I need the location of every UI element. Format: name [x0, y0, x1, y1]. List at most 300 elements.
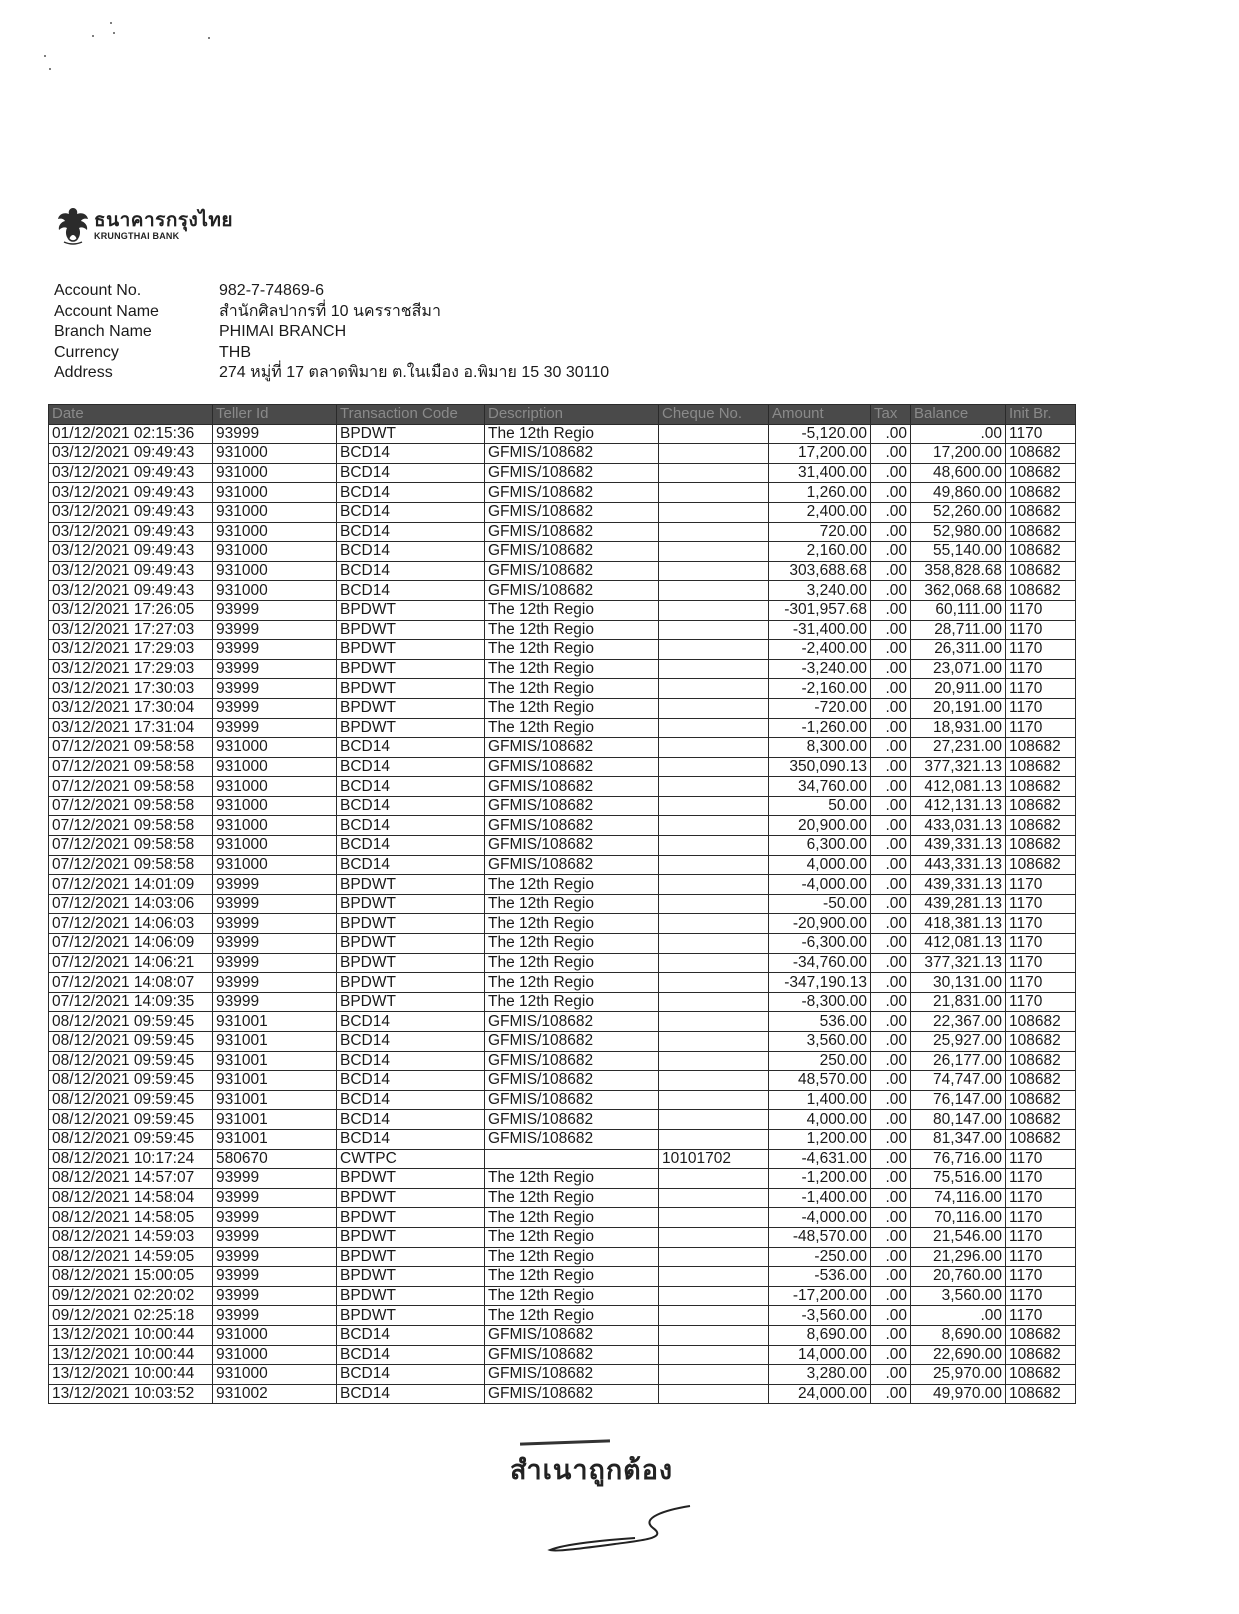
cell-description: GFMIS/108682: [485, 1110, 659, 1130]
cell-date: 08/12/2021 09:59:45: [49, 1012, 213, 1032]
cell-balance: 21,546.00: [911, 1227, 1006, 1247]
cell-date: 07/12/2021 14:01:09: [49, 875, 213, 895]
header-description: Description: [485, 405, 659, 425]
cell-tax: .00: [871, 1365, 911, 1385]
cell-init-br: 108682: [1006, 483, 1076, 503]
cell-teller-id: 93999: [213, 973, 337, 993]
cell-teller-id: 931001: [213, 1012, 337, 1032]
table-row: [49, 777, 1076, 797]
cell-description: The 12th Regio: [485, 934, 659, 954]
table-row: [49, 1188, 1076, 1208]
cell-transaction-code: BCD14: [337, 1110, 485, 1130]
cell-init-br: 108682: [1006, 502, 1076, 522]
cell-date: 07/12/2021 09:58:58: [49, 836, 213, 856]
cell-description: The 12th Regio: [485, 953, 659, 973]
cell-teller-id: 93999: [213, 1247, 337, 1267]
table-row: [49, 836, 1076, 856]
cell-init-br: 1170: [1006, 600, 1076, 620]
table-row: [49, 934, 1076, 954]
cell-date: 08/12/2021 14:58:05: [49, 1208, 213, 1228]
cell-tax: .00: [871, 542, 911, 562]
cell-description: GFMIS/108682: [485, 1365, 659, 1385]
cell-balance: 49,860.00: [911, 483, 1006, 503]
cell-transaction-code: BCD14: [337, 1325, 485, 1345]
table-row: [49, 914, 1076, 934]
cell-transaction-code: BCD14: [337, 738, 485, 758]
cell-amount: -4,631.00: [769, 1149, 871, 1169]
cell-description: GFMIS/108682: [485, 561, 659, 581]
cell-balance: 362,068.68: [911, 581, 1006, 601]
table-row: [49, 1247, 1076, 1267]
certified-copy-stamp: สำเนาถูกต้อง: [510, 1455, 674, 1486]
cell-teller-id: 93999: [213, 600, 337, 620]
cell-teller-id: 93999: [213, 953, 337, 973]
cell-amount: 3,280.00: [769, 1365, 871, 1385]
cell-date: 01/12/2021 02:15:36: [49, 424, 213, 444]
cell-teller-id: 93999: [213, 640, 337, 660]
cell-tax: .00: [871, 444, 911, 464]
cell-tax: .00: [871, 836, 911, 856]
cell-transaction-code: BCD14: [337, 1384, 485, 1404]
cell-description: The 12th Regio: [485, 1267, 659, 1287]
cell-transaction-code: BCD14: [337, 796, 485, 816]
cell-balance: 22,367.00: [911, 1012, 1006, 1032]
cell-amount: -20,900.00: [769, 914, 871, 934]
cell-tax: .00: [871, 522, 911, 542]
cell-date: 08/12/2021 14:58:04: [49, 1188, 213, 1208]
cell-date: 03/12/2021 09:49:43: [49, 463, 213, 483]
cell-cheque-no: [659, 1051, 769, 1071]
cell-cheque-no: 10101702: [659, 1149, 769, 1169]
cell-balance: 60,111.00: [911, 600, 1006, 620]
cell-description: GFMIS/108682: [485, 522, 659, 542]
cell-description: The 12th Regio: [485, 1227, 659, 1247]
cell-tax: .00: [871, 659, 911, 679]
cell-balance: 23,071.00: [911, 659, 1006, 679]
cell-transaction-code: BPDWT: [337, 424, 485, 444]
cell-description: The 12th Regio: [485, 1188, 659, 1208]
table-row: [49, 483, 1076, 503]
cell-date: 08/12/2021 09:59:45: [49, 1110, 213, 1130]
account-name-label: Account Name: [54, 302, 159, 320]
cell-teller-id: 931000: [213, 777, 337, 797]
cell-teller-id: 931000: [213, 542, 337, 562]
cell-balance: 17,200.00: [911, 444, 1006, 464]
table-row: [49, 1090, 1076, 1110]
cell-cheque-no: [659, 620, 769, 640]
cell-cheque-no: [659, 463, 769, 483]
cell-amount: 17,200.00: [769, 444, 871, 464]
cell-init-br: 108682: [1006, 836, 1076, 856]
cell-init-br: 1170: [1006, 620, 1076, 640]
cell-description: The 12th Regio: [485, 875, 659, 895]
cell-description: GFMIS/108682: [485, 1012, 659, 1032]
account-name-row: [54, 302, 609, 323]
cell-init-br: 1170: [1006, 1208, 1076, 1228]
cell-transaction-code: BPDWT: [337, 1286, 485, 1306]
cell-init-br: 108682: [1006, 581, 1076, 601]
cell-cheque-no: [659, 1345, 769, 1365]
cell-transaction-code: BPDWT: [337, 894, 485, 914]
cell-tax: .00: [871, 1267, 911, 1287]
cell-init-br: 1170: [1006, 953, 1076, 973]
cell-tax: .00: [871, 1012, 911, 1032]
cell-teller-id: 93999: [213, 1306, 337, 1326]
cell-cheque-no: [659, 1306, 769, 1326]
cell-description: The 12th Regio: [485, 1306, 659, 1326]
cell-amount: -1,400.00: [769, 1188, 871, 1208]
cell-cheque-no: [659, 953, 769, 973]
cell-tax: .00: [871, 1345, 911, 1365]
cell-tax: .00: [871, 1208, 911, 1228]
cell-cheque-no: [659, 718, 769, 738]
cell-init-br: 1170: [1006, 698, 1076, 718]
cell-init-br: 108682: [1006, 522, 1076, 542]
cell-date: 08/12/2021 09:59:45: [49, 1071, 213, 1091]
cell-amount: -720.00: [769, 698, 871, 718]
cell-description: The 12th Regio: [485, 914, 659, 934]
cell-tax: .00: [871, 1325, 911, 1345]
cell-date: 07/12/2021 14:03:06: [49, 894, 213, 914]
cell-description: GFMIS/108682: [485, 796, 659, 816]
cell-init-br: 1170: [1006, 1306, 1076, 1326]
cell-cheque-no: [659, 738, 769, 758]
cell-date: 08/12/2021 09:59:45: [49, 1051, 213, 1071]
cell-cheque-no: [659, 1071, 769, 1091]
cell-description: GFMIS/108682: [485, 542, 659, 562]
cell-date: 13/12/2021 10:00:44: [49, 1345, 213, 1365]
cell-amount: 6,300.00: [769, 836, 871, 856]
cell-init-br: 108682: [1006, 1325, 1076, 1345]
table-row: [49, 1286, 1076, 1306]
table-row: [49, 875, 1076, 895]
cell-description: The 12th Regio: [485, 698, 659, 718]
branch-name-label: Branch Name: [54, 323, 152, 341]
table-row: [49, 1208, 1076, 1228]
cell-amount: -250.00: [769, 1247, 871, 1267]
cell-date: 03/12/2021 09:49:43: [49, 522, 213, 542]
cell-date: 03/12/2021 17:30:04: [49, 698, 213, 718]
cell-description: GFMIS/108682: [485, 1129, 659, 1149]
cell-init-br: 108682: [1006, 855, 1076, 875]
cell-cheque-no: [659, 640, 769, 660]
cell-init-br: 108682: [1006, 444, 1076, 464]
cell-tax: .00: [871, 1071, 911, 1091]
cell-init-br: 108682: [1006, 1345, 1076, 1365]
cell-balance: 27,231.00: [911, 738, 1006, 758]
cell-tax: .00: [871, 816, 911, 836]
table-row: [49, 659, 1076, 679]
cell-teller-id: 93999: [213, 679, 337, 699]
currency-label: Currency: [54, 343, 119, 361]
cell-amount: 50.00: [769, 796, 871, 816]
cell-teller-id: 93999: [213, 424, 337, 444]
cell-tax: .00: [871, 855, 911, 875]
cell-description: GFMIS/108682: [485, 836, 659, 856]
cell-amount: -4,000.00: [769, 875, 871, 895]
cell-amount: -34,760.00: [769, 953, 871, 973]
cell-cheque-no: [659, 600, 769, 620]
cell-date: 03/12/2021 09:49:43: [49, 483, 213, 503]
cell-cheque-no: [659, 659, 769, 679]
cell-init-br: 108682: [1006, 1090, 1076, 1110]
cell-date: 09/12/2021 02:20:02: [49, 1286, 213, 1306]
address-label: Address: [54, 364, 113, 382]
cell-date: 03/12/2021 17:29:03: [49, 659, 213, 679]
table-row: [49, 600, 1076, 620]
cell-amount: -2,160.00: [769, 679, 871, 699]
cell-description: GFMIS/108682: [485, 855, 659, 875]
cell-balance: 20,191.00: [911, 698, 1006, 718]
cell-amount: 31,400.00: [769, 463, 871, 483]
cell-transaction-code: BPDWT: [337, 934, 485, 954]
cell-teller-id: 931000: [213, 738, 337, 758]
cell-date: 13/12/2021 10:00:44: [49, 1325, 213, 1345]
cell-teller-id: 931001: [213, 1090, 337, 1110]
cell-init-br: 1170: [1006, 1247, 1076, 1267]
cell-transaction-code: BCD14: [337, 542, 485, 562]
cell-description: GFMIS/108682: [485, 1051, 659, 1071]
cell-description: [485, 1149, 659, 1169]
table-row: [49, 1267, 1076, 1287]
cell-tax: .00: [871, 561, 911, 581]
cell-cheque-no: [659, 698, 769, 718]
cell-teller-id: 93999: [213, 1267, 337, 1287]
cell-teller-id: 93999: [213, 875, 337, 895]
cell-balance: 22,690.00: [911, 1345, 1006, 1365]
cell-teller-id: 93999: [213, 718, 337, 738]
cell-teller-id: 931002: [213, 1384, 337, 1404]
cell-amount: 3,560.00: [769, 1032, 871, 1052]
cell-balance: 74,747.00: [911, 1071, 1006, 1091]
cell-description: The 12th Regio: [485, 620, 659, 640]
cell-amount: 8,300.00: [769, 738, 871, 758]
cell-description: The 12th Regio: [485, 1247, 659, 1267]
cell-tax: .00: [871, 679, 911, 699]
cell-cheque-no: [659, 1325, 769, 1345]
cell-description: The 12th Regio: [485, 992, 659, 1012]
cell-amount: -31,400.00: [769, 620, 871, 640]
table-row: [49, 542, 1076, 562]
table-header-row: [49, 405, 1076, 425]
cell-init-br: 108682: [1006, 542, 1076, 562]
cell-balance: 412,131.13: [911, 796, 1006, 816]
cell-transaction-code: BCD14: [337, 777, 485, 797]
cell-date: 03/12/2021 17:31:04: [49, 718, 213, 738]
cell-tax: .00: [871, 620, 911, 640]
cell-init-br: 1170: [1006, 679, 1076, 699]
cell-description: GFMIS/108682: [485, 738, 659, 758]
cell-description: The 12th Regio: [485, 718, 659, 738]
cell-amount: -1,260.00: [769, 718, 871, 738]
cell-init-br: 108682: [1006, 1071, 1076, 1091]
cell-transaction-code: BPDWT: [337, 973, 485, 993]
cell-balance: 52,260.00: [911, 502, 1006, 522]
cell-cheque-no: [659, 1365, 769, 1385]
cell-tax: .00: [871, 777, 911, 797]
cell-tax: .00: [871, 1286, 911, 1306]
cell-date: 08/12/2021 14:57:07: [49, 1169, 213, 1189]
cell-init-br: 108682: [1006, 1365, 1076, 1385]
cell-description: GFMIS/108682: [485, 1090, 659, 1110]
cell-description: The 12th Regio: [485, 679, 659, 699]
cell-balance: 30,131.00: [911, 973, 1006, 993]
cell-transaction-code: BPDWT: [337, 659, 485, 679]
cell-balance: 443,331.13: [911, 855, 1006, 875]
cell-transaction-code: BCD14: [337, 855, 485, 875]
cell-balance: 49,970.00: [911, 1384, 1006, 1404]
cell-cheque-no: [659, 1227, 769, 1247]
cell-transaction-code: BCD14: [337, 1129, 485, 1149]
cell-amount: 24,000.00: [769, 1384, 871, 1404]
cell-balance: 76,147.00: [911, 1090, 1006, 1110]
table-row: [49, 1051, 1076, 1071]
cell-teller-id: 931000: [213, 1345, 337, 1365]
cell-teller-id: 93999: [213, 1169, 337, 1189]
cell-transaction-code: BCD14: [337, 463, 485, 483]
cell-balance: 377,321.13: [911, 757, 1006, 777]
table-row: [49, 855, 1076, 875]
cell-date: 07/12/2021 09:58:58: [49, 855, 213, 875]
cell-description: The 12th Regio: [485, 1286, 659, 1306]
cell-tax: .00: [871, 502, 911, 522]
cell-teller-id: 931000: [213, 816, 337, 836]
cell-description: GFMIS/108682: [485, 1384, 659, 1404]
cell-teller-id: 931000: [213, 483, 337, 503]
cell-amount: -3,240.00: [769, 659, 871, 679]
cell-date: 03/12/2021 09:49:43: [49, 581, 213, 601]
cell-tax: .00: [871, 1051, 911, 1071]
cell-transaction-code: BPDWT: [337, 679, 485, 699]
cell-balance: 70,116.00: [911, 1208, 1006, 1228]
cell-amount: -347,190.13: [769, 973, 871, 993]
cell-teller-id: 93999: [213, 914, 337, 934]
cell-date: 08/12/2021 14:59:03: [49, 1227, 213, 1247]
cell-description: GFMIS/108682: [485, 1032, 659, 1052]
cell-init-br: 108682: [1006, 463, 1076, 483]
cell-description: GFMIS/108682: [485, 1325, 659, 1345]
cell-tax: .00: [871, 483, 911, 503]
cell-tax: .00: [871, 640, 911, 660]
account-name-value: สำนักศิลปากรที่ 10 นครราชสีมา: [219, 302, 441, 320]
cell-date: 07/12/2021 14:06:09: [49, 934, 213, 954]
cell-cheque-no: [659, 542, 769, 562]
cell-tax: .00: [871, 875, 911, 895]
cell-amount: 34,760.00: [769, 777, 871, 797]
cell-teller-id: 931000: [213, 561, 337, 581]
cell-tax: .00: [871, 1090, 911, 1110]
cell-init-br: 1170: [1006, 992, 1076, 1012]
table-row: [49, 620, 1076, 640]
cell-init-br: 1170: [1006, 1149, 1076, 1169]
cell-date: 03/12/2021 09:49:43: [49, 502, 213, 522]
cell-amount: -1,200.00: [769, 1169, 871, 1189]
table-row: [49, 1345, 1076, 1365]
cell-init-br: 1170: [1006, 973, 1076, 993]
cell-cheque-no: [659, 444, 769, 464]
cell-date: 07/12/2021 14:06:03: [49, 914, 213, 934]
cell-date: 07/12/2021 14:09:35: [49, 992, 213, 1012]
cell-transaction-code: BPDWT: [337, 992, 485, 1012]
cell-teller-id: 93999: [213, 1188, 337, 1208]
cell-amount: -2,400.00: [769, 640, 871, 660]
cell-tax: .00: [871, 1110, 911, 1130]
table-row: [49, 1365, 1076, 1385]
transactions-table: [48, 404, 1076, 1404]
cell-balance: 21,296.00: [911, 1247, 1006, 1267]
cell-init-br: 108682: [1006, 738, 1076, 758]
cell-tax: .00: [871, 581, 911, 601]
cell-teller-id: 931000: [213, 522, 337, 542]
table-row: [49, 1032, 1076, 1052]
cell-cheque-no: [659, 1188, 769, 1208]
cell-cheque-no: [659, 875, 769, 895]
cell-transaction-code: BCD14: [337, 757, 485, 777]
cell-balance: 3,560.00: [911, 1286, 1006, 1306]
table-row: [49, 816, 1076, 836]
table-row: [49, 1306, 1076, 1326]
cell-transaction-code: BPDWT: [337, 1208, 485, 1228]
cell-date: 09/12/2021 02:25:18: [49, 1306, 213, 1326]
cell-amount: 14,000.00: [769, 1345, 871, 1365]
header-tax: Tax: [871, 405, 911, 425]
cell-init-br: 108682: [1006, 1051, 1076, 1071]
cell-description: GFMIS/108682: [485, 816, 659, 836]
cell-amount: -48,570.00: [769, 1227, 871, 1247]
cell-init-br: 108682: [1006, 816, 1076, 836]
cell-teller-id: 93999: [213, 698, 337, 718]
header-date: Date: [49, 405, 213, 425]
cell-amount: 48,570.00: [769, 1071, 871, 1091]
cell-balance: 80,147.00: [911, 1110, 1006, 1130]
cell-amount: 4,000.00: [769, 855, 871, 875]
cell-tax: .00: [871, 1149, 911, 1169]
table-row: [49, 718, 1076, 738]
cell-balance: 76,716.00: [911, 1149, 1006, 1169]
cell-description: GFMIS/108682: [485, 463, 659, 483]
cell-transaction-code: BCD14: [337, 1012, 485, 1032]
cell-teller-id: 580670: [213, 1149, 337, 1169]
bank-name-th: ธนาคารกรุงไทย: [94, 210, 234, 231]
cell-tax: .00: [871, 738, 911, 758]
cell-balance: 20,760.00: [911, 1267, 1006, 1287]
header-init-br: Init Br.: [1006, 405, 1076, 425]
cell-teller-id: 931000: [213, 855, 337, 875]
cell-cheque-no: [659, 757, 769, 777]
cell-date: 03/12/2021 17:26:05: [49, 600, 213, 620]
cell-amount: -5,120.00: [769, 424, 871, 444]
cell-date: 08/12/2021 09:59:45: [49, 1090, 213, 1110]
cell-cheque-no: [659, 1110, 769, 1130]
cell-init-br: 1170: [1006, 894, 1076, 914]
cell-balance: 20,911.00: [911, 679, 1006, 699]
cell-amount: 536.00: [769, 1012, 871, 1032]
cell-cheque-no: [659, 855, 769, 875]
cell-description: GFMIS/108682: [485, 757, 659, 777]
cell-teller-id: 931000: [213, 836, 337, 856]
branch-name-value: PHIMAI BRANCH: [219, 323, 347, 341]
cell-cheque-no: [659, 992, 769, 1012]
cell-cheque-no: [659, 1129, 769, 1149]
table-row: [49, 1110, 1076, 1130]
branch-name-row: [54, 322, 609, 343]
cell-date: 08/12/2021 15:00:05: [49, 1267, 213, 1287]
bank-name-en: KRUNGTHAI BANK: [94, 231, 180, 241]
cell-amount: 1,200.00: [769, 1129, 871, 1149]
cell-teller-id: 931000: [213, 796, 337, 816]
table-row: [49, 640, 1076, 660]
cell-amount: 720.00: [769, 522, 871, 542]
